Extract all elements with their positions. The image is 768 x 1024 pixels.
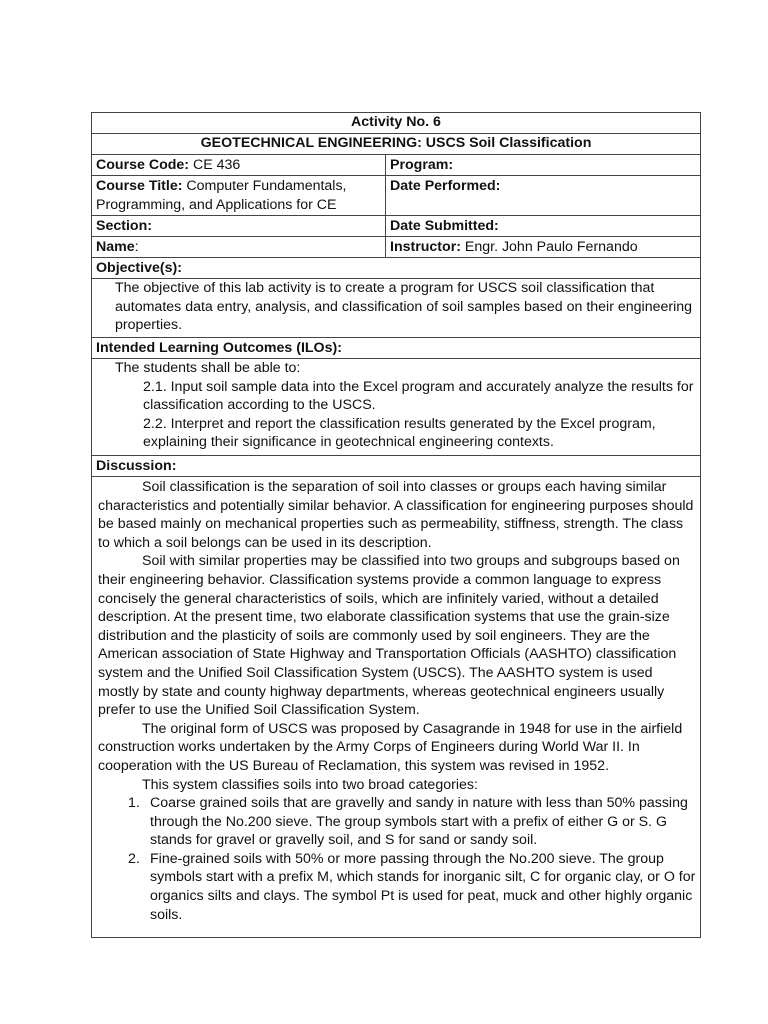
course-title-cell — [92, 176, 386, 215]
section-label: Section: — [96, 218, 152, 234]
row-course-code — [92, 155, 700, 176]
row-section — [92, 216, 700, 237]
ilos-intro: The students shall be able to: — [115, 360, 301, 376]
objectives-text: The objective of this lab activity is to create a program for USCS soil classification that automates data entry, analysis, and classification of soil samples based on their engineering properties. — [92, 279, 700, 338]
list-item — [98, 850, 696, 924]
discussion-body — [92, 477, 700, 936]
course-code-label: Course Code: — [96, 157, 190, 173]
name-label: Name — [96, 239, 135, 255]
discussion-paragraph: The original form of USCS was proposed by Casagrande in 1948 for use in the airfield construction works undertaken by the Army Corps of Engineers during World War II. In cooperation with the US Bureau of Reclamation, this system was revised in 1952. — [98, 720, 683, 774]
date-submitted-cell — [386, 216, 700, 236]
instructor-value: Engr. John Paulo Fernando — [460, 239, 638, 255]
date-performed-cell — [386, 176, 700, 215]
activity-number: Activity No. 6 — [92, 113, 700, 134]
program-label: Program: — [390, 157, 454, 173]
discussion-paragraph: Soil with similar properties may be classified into two groups and subgroups based on their engineering behavior. Classification systems provide a common language to express concisely the general characteristics of soils, which are infinitely varied, without a detailed description. At the present time, two elaborate classification systems that use the grain-size distribution and the plasticity of soils are commonly used by soil engineers. They are the American association of State Highway and Transportation Officials (AASHTO) classification system and the Unified Soil Classification System (USCS). The AASHTO system is used mostly by state and county highway departments, whereas geotechnical engineers usually prefer to use the Unified Soil Classification System. — [98, 553, 680, 719]
list-item — [98, 794, 696, 850]
discussion-paragraph: Soil classification is the separation of soil into classes or groups each having similar characteristics and potentially similar behavior. A classification for engineering purposes should be based mainly on mechanical properties such as permeability, stiffness, strength. The class to which a soil belongs can be used in its description. — [98, 479, 694, 551]
name-colon: : — [134, 239, 139, 255]
list-number: 1. — [128, 795, 140, 812]
objectives-heading: Objective(s): — [96, 260, 182, 276]
activity-form — [91, 112, 701, 938]
section-cell — [92, 216, 386, 236]
course-code-cell — [92, 155, 386, 175]
objectives-heading-row — [92, 258, 700, 279]
list-number: 2. — [128, 850, 140, 867]
list-text: Fine-grained soils with 50% or more passing through the No.200 sieve. The group symbols start with a prefix M, which stands for inorganic silt, C for organic clay, or O for organics silts and clays. The symbol Pt is used for peat, muck and other highly organic soils. — [150, 850, 696, 923]
course-code-value: CE 436 — [189, 157, 241, 173]
date-performed-label: Date Performed: — [390, 178, 501, 194]
program-cell — [386, 155, 700, 175]
ilo-item: 2.2. Interpret and report the classification results generated by the Excel program, explaining their significance in geotechnical engineering contexts. — [143, 415, 656, 451]
discussion-heading: Discussion: — [96, 458, 177, 474]
row-name — [92, 237, 700, 258]
discussion-lead: This system classifies soils into two broad categories: — [142, 776, 478, 793]
ilos-heading: Intended Learning Outcomes (ILOs): — [96, 340, 342, 356]
course-title-value: Computer Fundamentals, Programming, and Applications for CE — [96, 178, 347, 213]
list-text: Coarse grained soils that are gravelly and sandy in nature with less than 50% passing through the No.200 sieve. The group symbols start with a prefix of either G or S. G stands for gravel or gravelly soil, and S for sand or sandy soil. — [150, 795, 688, 849]
date-submitted-label: Date Submitted: — [390, 218, 499, 234]
name-cell — [92, 237, 386, 257]
ilos-body — [92, 359, 700, 456]
ilo-item: 2.1. Input soil sample data into the Excel program and accurately analyze the results for classification according to the USCS. — [143, 378, 694, 414]
row-course-title — [92, 176, 700, 216]
ilos-heading-row — [92, 338, 700, 359]
category-list — [98, 794, 696, 924]
activity-title: GEOTECHNICAL ENGINEERING: USCS Soil Classification — [92, 134, 700, 155]
instructor-label: Instructor: — [390, 239, 461, 255]
discussion-heading-row — [92, 456, 700, 477]
instructor-cell — [386, 237, 700, 257]
course-title-label: Course Title: — [96, 178, 183, 194]
